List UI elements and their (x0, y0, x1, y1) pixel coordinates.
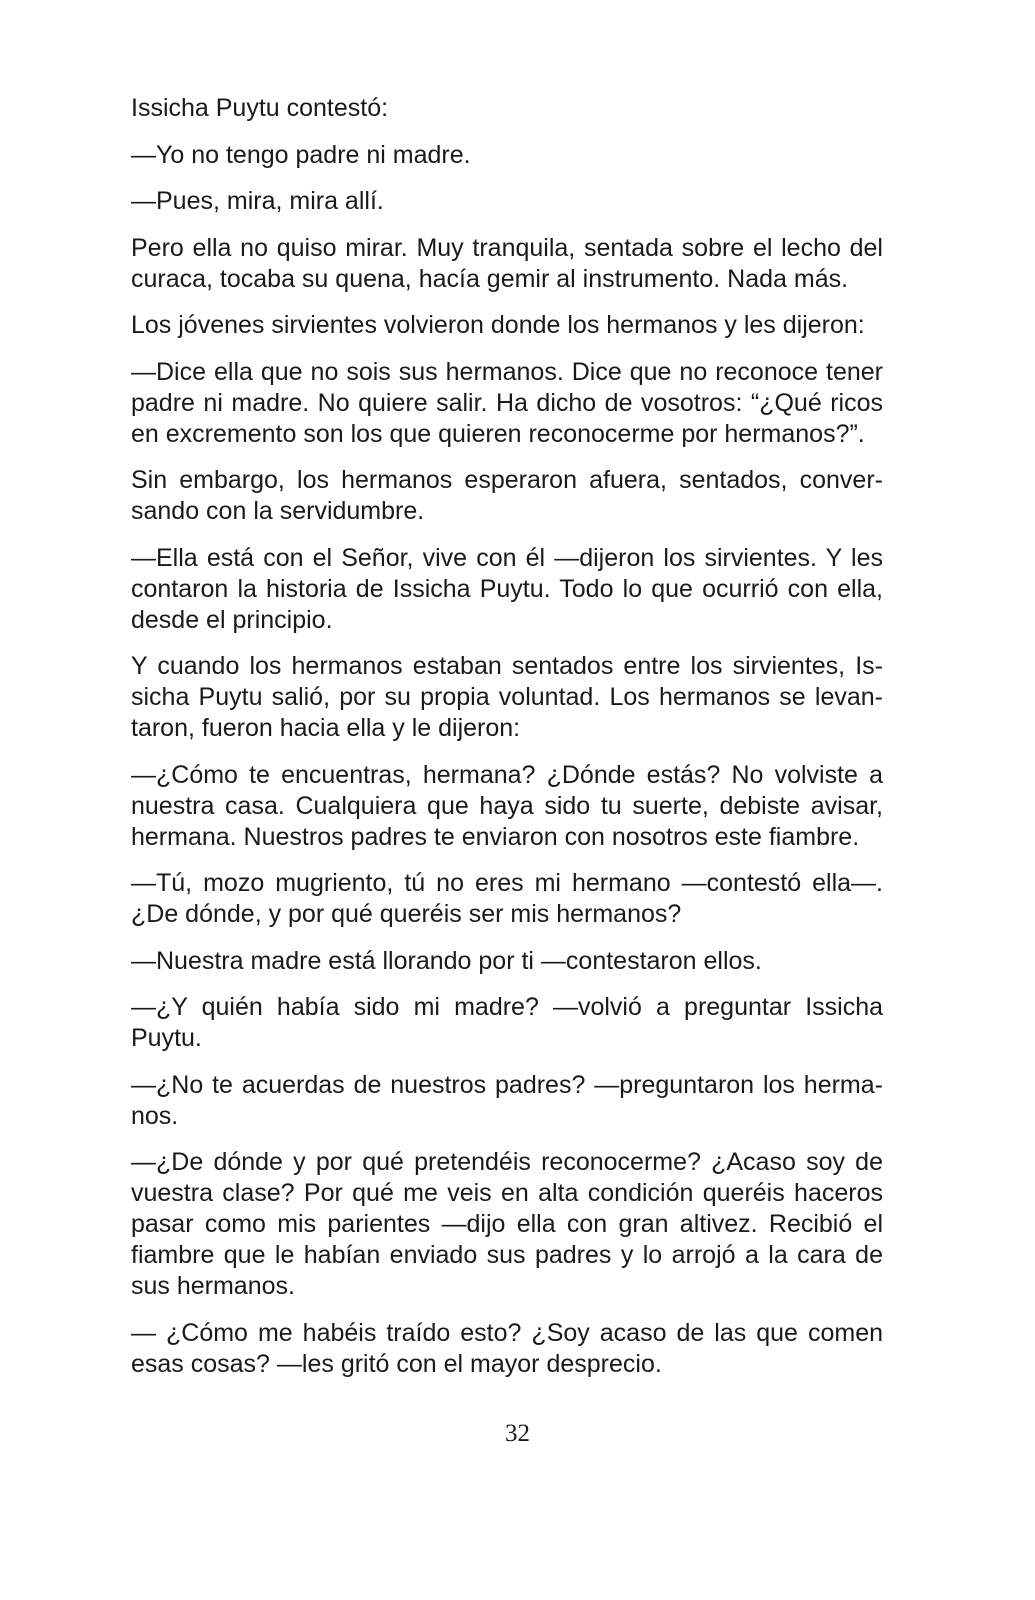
paragraph: Los jóvenes sirvientes volvieron donde los hermanos y les dijeron: (131, 311, 865, 339)
paragraph: —Dice ella que no sois sus hermanos. Dice que no reconoce tener padre ni madre. No quiere salir. Ha dicho de vosotros: “¿Qué ricos en excremento son los que quieren reconocerme por hermanos?”. (131, 357, 883, 448)
paragraph: —Yo no tengo padre ni madre. (131, 140, 471, 169)
paragraph: —¿Y quién había sido mi madre? —volvió a preguntar Issicha Puytu. (131, 993, 883, 1052)
paragraph: Sin embargo, los hermanos esperaron afuera, sentados, conversando con la servidumbre. (131, 466, 883, 525)
paragraph: —Ella está con el Señor, vive con él —dijeron los sirvientes. Y les contaron la historia de Issicha Puytu. Todo lo que ocurrió con ella, desde el principio. (131, 543, 883, 634)
paragraph: —Nuestra madre está llorando por ti —contestaron ellos. (131, 946, 762, 975)
paragraph: Pero ella no quiso mirar. Muy tranquila, sentada sobre el lecho del curaca, tocaba su quena, hacía gemir al instrumento. Nada más. (131, 233, 883, 293)
page-number: 32 (505, 1420, 530, 1447)
paragraph: Y cuando los hermanos estaban sentados entre los sirvientes, Issicha Puytu salió, por su propia voluntad. Los hermanos se levantaron, fueron hacia ella y le dijeron: (131, 652, 883, 742)
body-text (131, 93, 883, 1395)
paragraph: Issicha Puytu contestó: (131, 94, 389, 122)
paragraph: —¿De dónde y por qué pretendéis reconocerme? ¿Acaso soy de vuestra clase? Por qué me veis en alta condición queréis haceros pasar como mis parientes —dijo ella con gran altivez. Recibió el fiambre que le habían enviado sus padres y lo arrojó a la cara de sus hermanos. (131, 1148, 883, 1300)
paragraph: —Tú, mozo mugriento, tú no eres mi hermano —contestó ella—. ¿De dónde, y por qué queréis ser mis hermanos? (131, 869, 883, 928)
paragraph: —¿No te acuerdas de nuestros padres? —preguntaron los hermanos. (131, 1070, 883, 1130)
paragraph: —Pues, mira, mira allí. (131, 187, 384, 215)
paragraph: — ¿Cómo me habéis traído esto? ¿Soy acaso de las que comen esas cosas? —les gritó con el mayor desprecio. (131, 1318, 883, 1378)
paragraph: —¿Cómo te encuentras, hermana? ¿Dónde estás? No volviste a nuestra casa. Cualquiera que haya sido tu suerte, debiste avisar, hermana. Nuestros padres te enviaron con nosotros este fiambre. (131, 760, 883, 851)
